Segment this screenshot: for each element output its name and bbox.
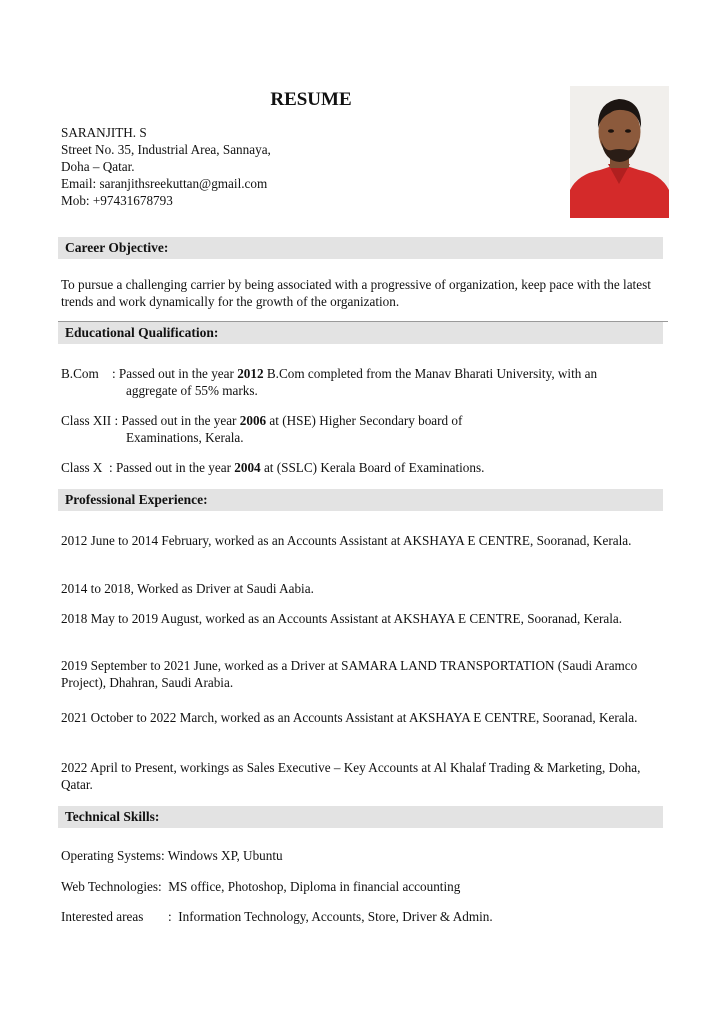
address-line-1: Street No. 35, Industrial Area, Sannaya,	[61, 142, 271, 157]
education-year: 2012	[237, 366, 264, 381]
experience-item: 2021 October to 2022 March, worked as an Accounts Assistant at AKSHAYA E CENTRE, Sooranad, Kerala.	[61, 710, 638, 725]
education-year: 2004	[234, 460, 261, 475]
skill-value: : Information Technology, Accounts, Store, Driver & Admin.	[168, 909, 493, 924]
contact-block	[61, 124, 271, 209]
skill-label: Operating Systems:	[61, 848, 165, 863]
skill-row	[61, 908, 143, 925]
page-title: RESUME	[270, 89, 352, 110]
skill-value: MS office, Photoshop, Diploma in financial accounting	[168, 879, 461, 894]
skill-label: Interested areas	[61, 909, 144, 924]
skill-row	[61, 847, 283, 864]
career-objective-text: To pursue a challenging carrier by being associated with a progressive of organization, keep pace with the latest trends and work dynamically for the growth of the organization.	[61, 277, 651, 309]
experience-item: 2019 September to 2021 June, worked as a Driver at SAMARA LAND TRANSPORTATION (Saudi Aramco Project), Dhahran, Saudi Arabia.	[61, 658, 638, 690]
person-photo-icon	[570, 86, 669, 218]
education-year: 2006	[239, 413, 267, 428]
education-item: Class XII : Passed out in the year 2006 at (HSE) Higher Secondary board of	[61, 413, 463, 428]
candidate-name: SARANJITH. S	[61, 125, 147, 140]
experience-item: 2014 to 2018, Worked as Driver at Saudi Aabia.	[61, 581, 314, 596]
experience-heading: Professional Experience:	[58, 489, 663, 511]
mobile-text: Mob: +97431678793	[61, 193, 173, 208]
education-item-cont: Examinations, Kerala.	[126, 430, 244, 445]
skills-heading: Technical Skills:	[58, 806, 663, 828]
skill-row	[61, 878, 460, 895]
email-text: Email: saranjithsreekuttan@gmail.com	[61, 176, 268, 191]
education-label: Class XII	[61, 413, 112, 428]
address-line-2: Doha – Qatar.	[61, 159, 135, 174]
skill-label: Web Technologies:	[61, 879, 162, 894]
experience-item: 2022 April to Present, workings as Sales Executive – Key Accounts at Al Khalaf Trading & Marketing, Doha, Qatar.	[61, 760, 641, 792]
skill-value: Windows XP, Ubuntu	[167, 848, 283, 863]
career-objective-heading: Career Objective:	[58, 237, 663, 259]
education-heading: Educational Qualification:	[58, 322, 663, 344]
experience-item: 2018 May to 2019 August, worked as an Accounts Assistant at AKSHAYA E CENTRE, Sooranad, Kerala.	[61, 611, 623, 626]
education-label: Class X	[61, 460, 103, 475]
experience-item: 2012 June to 2014 February, worked as an Accounts Assistant at AKSHAYA E CENTRE, Sooranad, Kerala.	[61, 533, 632, 548]
education-item-cont: aggregate of 55% marks.	[126, 383, 258, 398]
education-item: B.Com : Passed out in the year 2012 B.Com completed from the Manav Bharati University, with an	[61, 366, 598, 381]
education-label: B.Com	[61, 366, 99, 381]
education-item: Class X : Passed out in the year 2004 at (SSLC) Kerala Board of Examinations.	[61, 460, 485, 475]
